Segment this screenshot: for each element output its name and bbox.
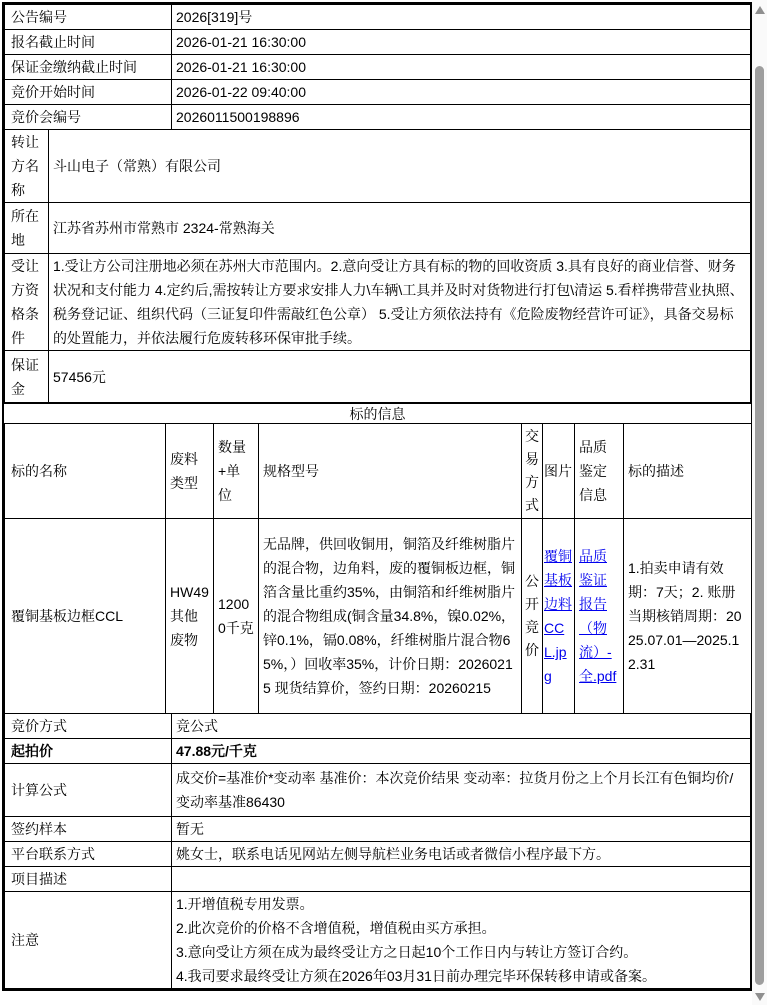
deposit-value: 57456元 bbox=[49, 351, 751, 403]
transferor-name-value: 斗山电子（常熟）有限公司 bbox=[49, 130, 751, 203]
notice-label: 注意 bbox=[5, 892, 172, 989]
bid-mode-label: 竞价方式 bbox=[5, 714, 172, 739]
table-row bbox=[5, 203, 751, 254]
transferor-name-label: 转让方名称 bbox=[5, 130, 49, 203]
table-row bbox=[5, 892, 751, 989]
table-row bbox=[5, 254, 751, 351]
table-row bbox=[5, 80, 751, 105]
trade-mode-header: 交易方式 bbox=[522, 424, 543, 519]
bid-session-no-value: 2026011500198896 bbox=[172, 105, 751, 130]
project-description-label: 项目描述 bbox=[5, 867, 172, 892]
announcement-no-value: 2026[319]号 bbox=[172, 5, 751, 30]
deposit-deadline-label: 保证金缴纳截止时间 bbox=[5, 55, 172, 80]
spec-model-value: 无品牌，供回收铜用，铜箔及纤维树脂片的混合物，边角料，废的覆铜板边框，铜箔含量比重约35%，由铜箔和纤维树脂片的混合物组成(铜含量34.8%，镍0.02%，锌0.1%，镉0.08%，纤维树脂片混合物65%，）回收率35%，计价日期：20260215 现货结算价，签约日期：20260215 bbox=[259, 519, 522, 714]
location-label: 所在地 bbox=[5, 203, 49, 254]
vertical-scrollbar[interactable] bbox=[752, 0, 767, 1005]
bid-session-no-label: 竞价会编号 bbox=[5, 105, 172, 130]
table-row bbox=[5, 105, 751, 130]
starting-price-label: 起拍价 bbox=[5, 739, 172, 764]
announcement-no-label: 公告编号 bbox=[5, 5, 172, 30]
notice-value: 1.开增值税专用发票。 2.此次竞价的价格不含增值税，增值税由买方承担。 3.意向受让方须在成为最终受让方之日起10个工作日内与转让方签订合约。 4.我司要求最终受让方须在2026年03月31日前办理完毕环保转移申请或备案。 bbox=[172, 892, 751, 989]
calc-formula-value: 成交价=基准价*变动率 基准价：本次竞价结果 变动率：拉货月份之上个月长江有色铜均价/变动率基准86430 bbox=[172, 764, 751, 817]
waste-type-header: 废料类型 bbox=[166, 424, 214, 519]
table-row bbox=[5, 817, 751, 842]
bid-start-time-label: 竞价开始时间 bbox=[5, 80, 172, 105]
lot-info-section-title: 标的信息 bbox=[4, 402, 751, 424]
platform-contact-label: 平台联系方式 bbox=[5, 842, 172, 867]
lot-name-header: 标的名称 bbox=[5, 424, 166, 519]
scroll-up-arrow-icon[interactable] bbox=[755, 6, 765, 14]
signup-deadline-value: 2026-01-21 16:30:00 bbox=[172, 30, 751, 55]
transferee-qualification-label: 受让方资格条件 bbox=[5, 254, 49, 351]
lot-description-header: 标的描述 bbox=[624, 424, 752, 519]
lot-table-header-row bbox=[5, 424, 752, 519]
image-cell bbox=[543, 519, 575, 714]
quality-report-cell bbox=[575, 519, 624, 714]
waste-type-value: HW49其他废物 bbox=[166, 519, 214, 714]
trade-mode-value: 公开竞价 bbox=[522, 519, 543, 714]
quality-report-link[interactable]: 品质鉴证报告（物流）- 全.pdf bbox=[579, 548, 617, 684]
table-row bbox=[5, 30, 751, 55]
project-description-value bbox=[172, 867, 751, 892]
contract-sample-value: 暂无 bbox=[172, 817, 751, 842]
quality-info-header: 品质鉴定信息 bbox=[575, 424, 624, 519]
table-row bbox=[5, 351, 751, 403]
lot-table bbox=[4, 423, 752, 714]
table-row bbox=[5, 55, 751, 80]
table-row bbox=[5, 5, 751, 30]
party-info-table bbox=[4, 129, 751, 403]
auction-announcement-table bbox=[2, 2, 753, 991]
calc-formula-label: 计算公式 bbox=[5, 764, 172, 817]
image-header: 图片 bbox=[543, 424, 575, 519]
table-row bbox=[5, 842, 751, 867]
starting-price-value: 47.88元/千克 bbox=[172, 739, 751, 764]
table-row bbox=[5, 130, 751, 203]
signup-deadline-label: 报名截止时间 bbox=[5, 30, 172, 55]
platform-contact-value: 姚女士，联系电话见网站左侧导航栏业务电话或者微信小程序最下方。 bbox=[172, 842, 751, 867]
quantity-unit-header: 数量+单位 bbox=[214, 424, 259, 519]
table-row bbox=[5, 739, 751, 764]
lot-image-link[interactable]: 覆铜基板边料CCL.jpg bbox=[544, 548, 572, 684]
top-info-table bbox=[4, 4, 751, 130]
transferee-qualification-value: 1.受让方公司注册地必须在苏州大市范围内。2.意向受让方具有标的物的回收资质 3.具有良好的商业信誉、财务状况和支付能力 4.定约后,需按转让方要求安排人力\车辆\工具并及时对货物进行打包\清运 5.看样携带营业执照、税务登记证、组织代码（三证复印件需敲红色公章） 5.受让方须依法持有《危险废物经营许可证》，具备交易标的处置能力，并依法履行危废转移环保审批手续。 bbox=[49, 254, 751, 351]
table-row bbox=[5, 867, 751, 892]
deposit-deadline-value: 2026-01-21 16:30:00 bbox=[172, 55, 751, 80]
lot-table-data-row bbox=[5, 519, 752, 714]
table-row bbox=[5, 764, 751, 817]
scroll-down-arrow-icon[interactable] bbox=[755, 993, 765, 1001]
scrollbar-thumb[interactable] bbox=[755, 66, 764, 985]
quantity-unit-value: 12000千克 bbox=[214, 519, 259, 714]
contract-sample-label: 签约样本 bbox=[5, 817, 172, 842]
lot-name-value: 覆铜基板边框CCL bbox=[5, 519, 166, 714]
bid-mode-value: 竞公式 bbox=[172, 714, 751, 739]
table-row bbox=[5, 714, 751, 739]
lot-description-value: 1.拍卖申请有效期：7天；2. 账册当期核销周期：2025.07.01—2025.12.31 bbox=[624, 519, 752, 714]
spec-model-header: 规格型号 bbox=[259, 424, 522, 519]
bottom-info-table bbox=[4, 713, 751, 989]
location-value: 江苏省苏州市常熟市 2324-常熟海关 bbox=[49, 203, 751, 254]
deposit-label: 保证金 bbox=[5, 351, 49, 403]
bid-start-time-value: 2026-01-22 09:40:00 bbox=[172, 80, 751, 105]
